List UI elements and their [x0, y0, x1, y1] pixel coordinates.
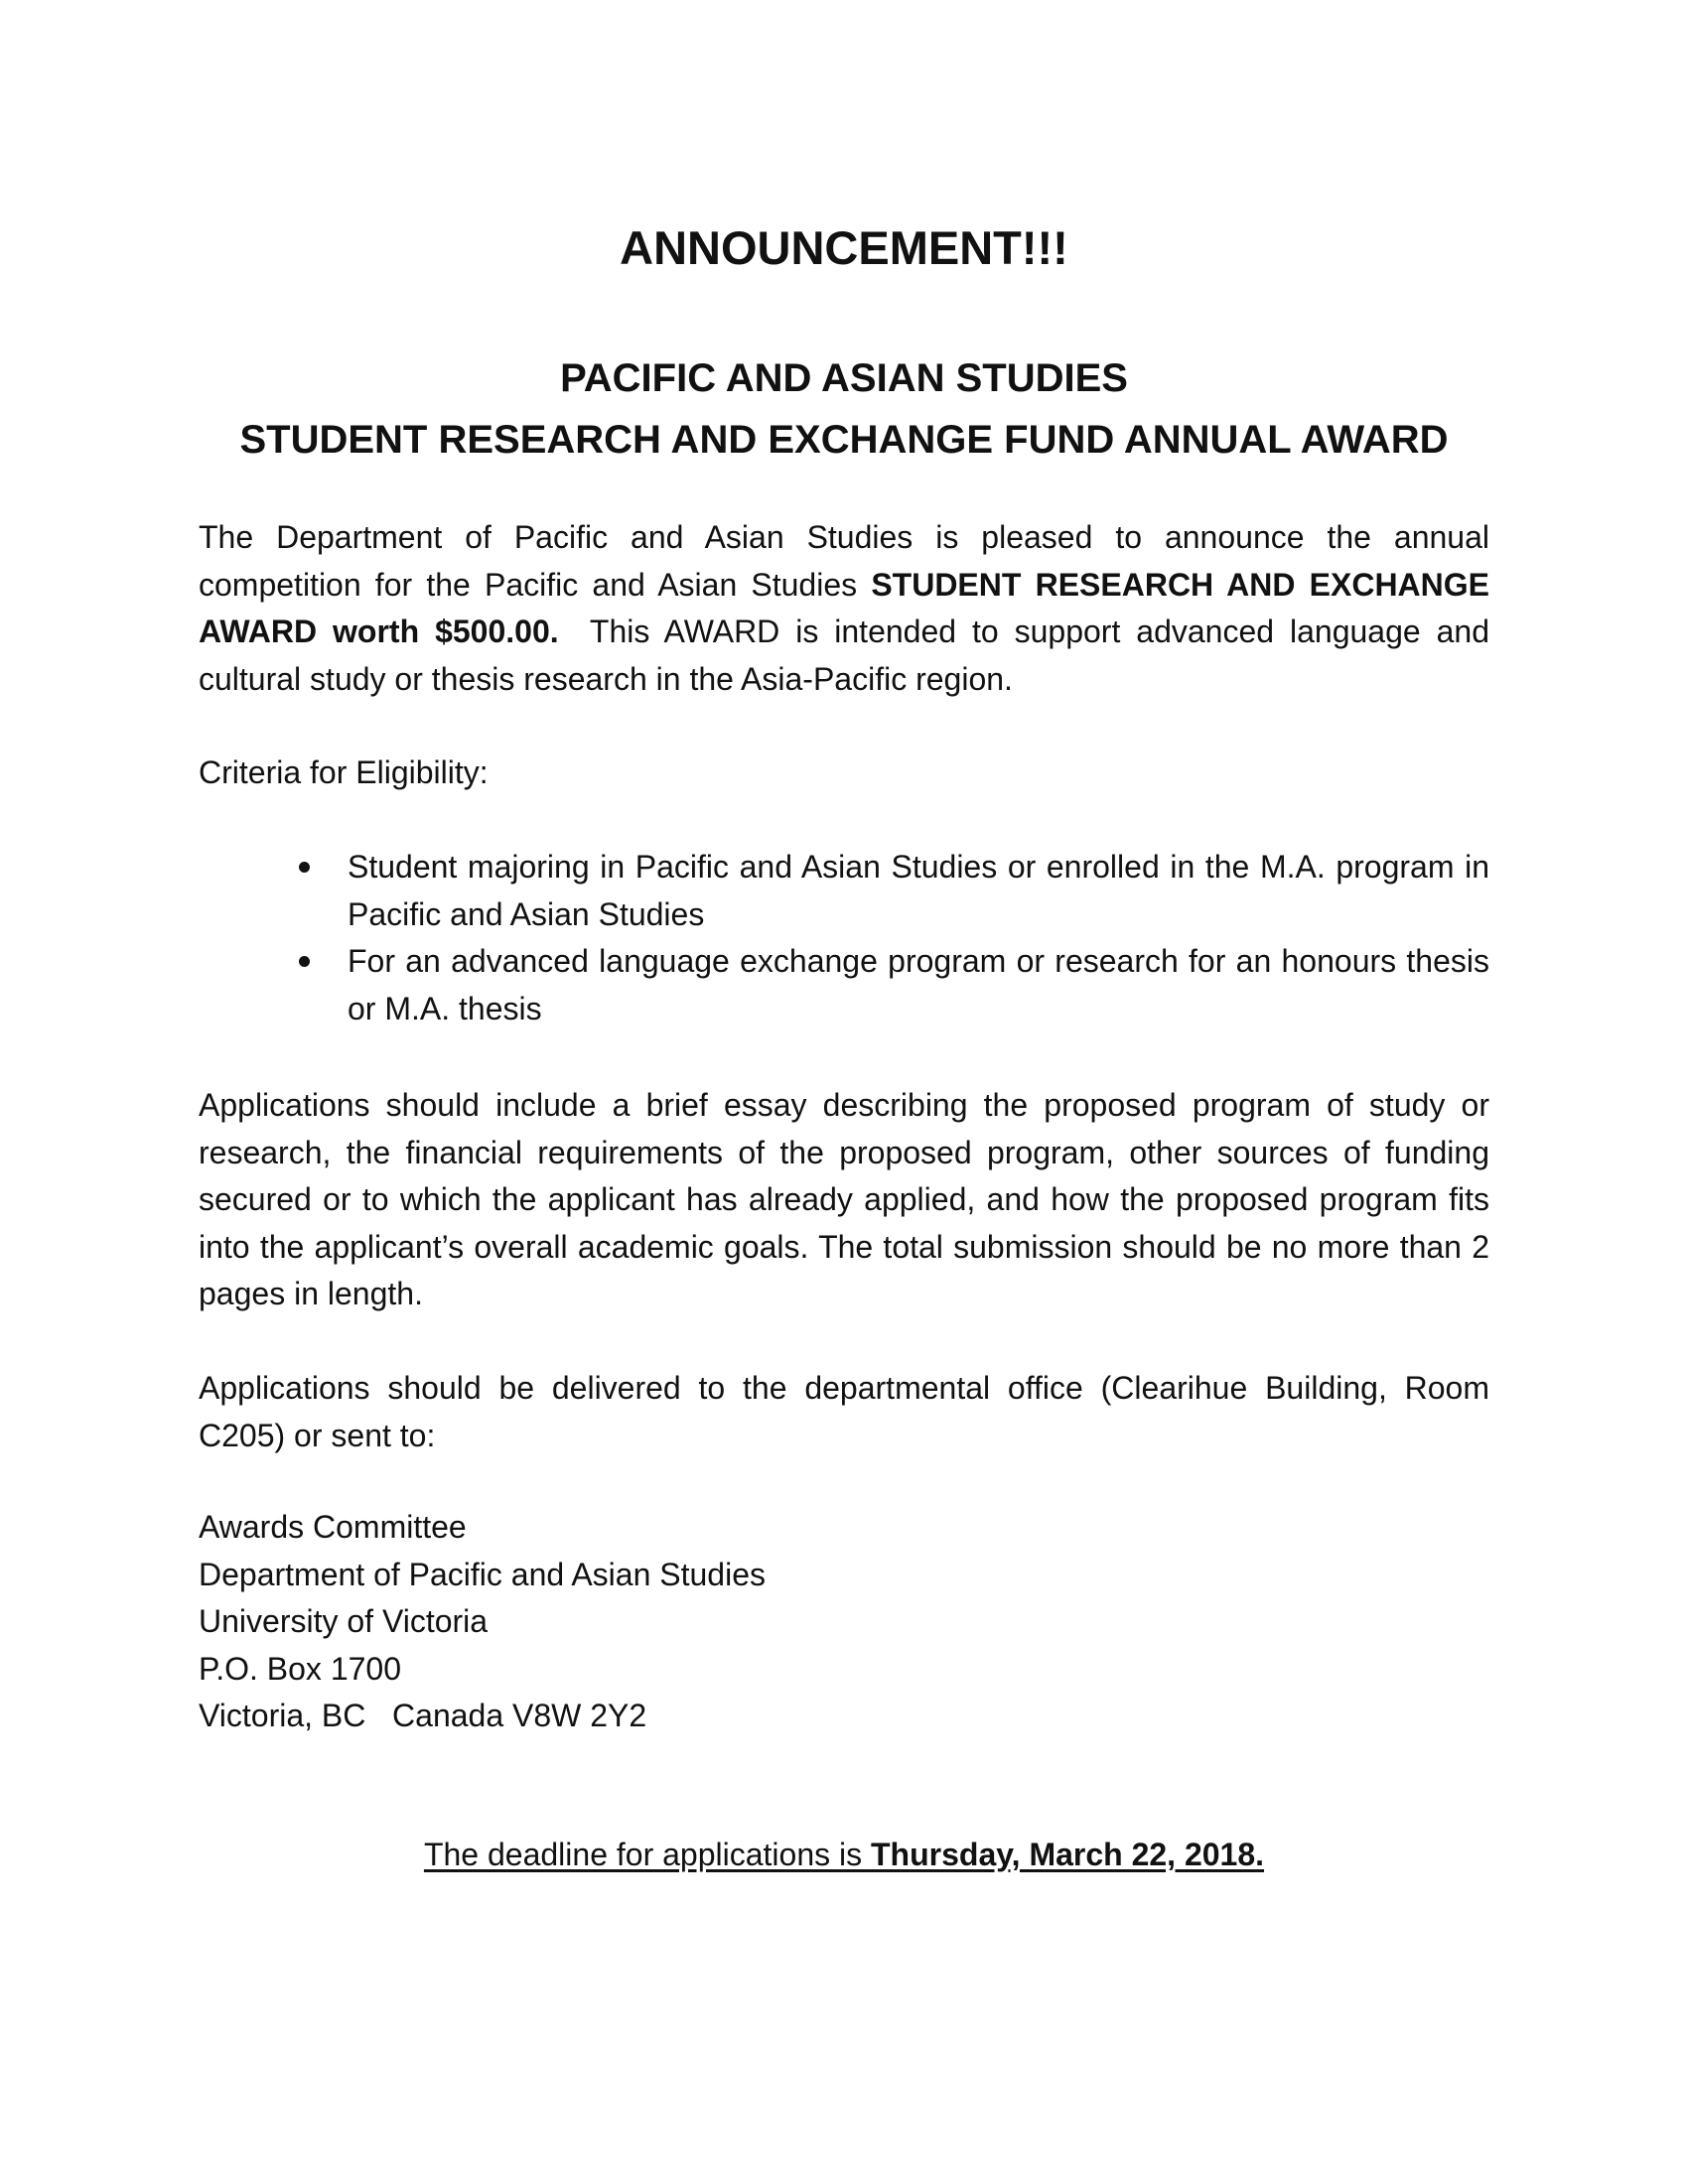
announcement-title: ANNOUNCEMENT!!!: [620, 221, 1068, 274]
bullet-icon: [299, 862, 310, 873]
address-line-1: Awards Committee: [199, 1509, 467, 1545]
bullet-icon: [299, 956, 310, 967]
intro-text-start: The Department of Pacific and Asian Studies is pleased to announce the annual competition for the Pacific and Asian Studies: [199, 519, 1489, 603]
award-subtitle: [199, 347, 1489, 471]
delivery-paragraph: Applications should be delivered to the departmental office (Clearihue Building, Room C205) or sent to:: [199, 1370, 1489, 1453]
list-item: [199, 844, 1489, 938]
deadline-text: [424, 1837, 1264, 1872]
deadline-prefix: The deadline for applications is: [423, 1837, 871, 1872]
address-line-2: Department of Pacific and Asian Studies: [199, 1556, 766, 1592]
criteria-item-text: For an advanced language exchange program or research for an honours thesis or M.A. thesis: [348, 943, 1489, 1026]
address-line-4: P.O. Box 1700: [199, 1650, 401, 1687]
intro-text-end: This AWARD is intended to support advanced language and cultural study or thesis research in the Asia-Pacific region.: [199, 614, 1498, 697]
intro-award-name: STUDENT RESEARCH AND EXCHANGE AWARD worth $500.00.: [199, 566, 1490, 649]
subtitle-line-2: STUDENT RESEARCH AND EXCHANGE FUND ANNUAL AWARD: [239, 418, 1449, 462]
address-line-5: Victoria, BC Canada V8W 2Y2: [199, 1698, 647, 1733]
subtitle-line-1: PACIFIC AND ASIAN STUDIES: [560, 356, 1128, 400]
criteria-list: [199, 844, 1489, 1032]
deadline-notice: [199, 1832, 1489, 1879]
address-line-3: University of Victoria: [199, 1603, 489, 1639]
applications-paragraph: Applications should include a brief essay describing the proposed program of study or research, the financial requirements of the proposed program, other sources of funding secured or to which the applicant has already applied, and how the proposed program fits into the applicant’s overall academic goals. The total submission should be no more than 2 pages in length.: [199, 1087, 1489, 1311]
criteria-item-text: Student majoring in Pacific and Asian Studies or enrolled in the M.A. program in Pacific and Asian Studies: [348, 849, 1489, 932]
intro-paragraph: [199, 514, 1498, 703]
deadline-date: Thursday, March 22, 2018.: [871, 1837, 1265, 1872]
mailing-address: [199, 1504, 1489, 1740]
list-item: [199, 938, 1489, 1032]
criteria-label: Criteria for Eligibility:: [199, 754, 489, 790]
